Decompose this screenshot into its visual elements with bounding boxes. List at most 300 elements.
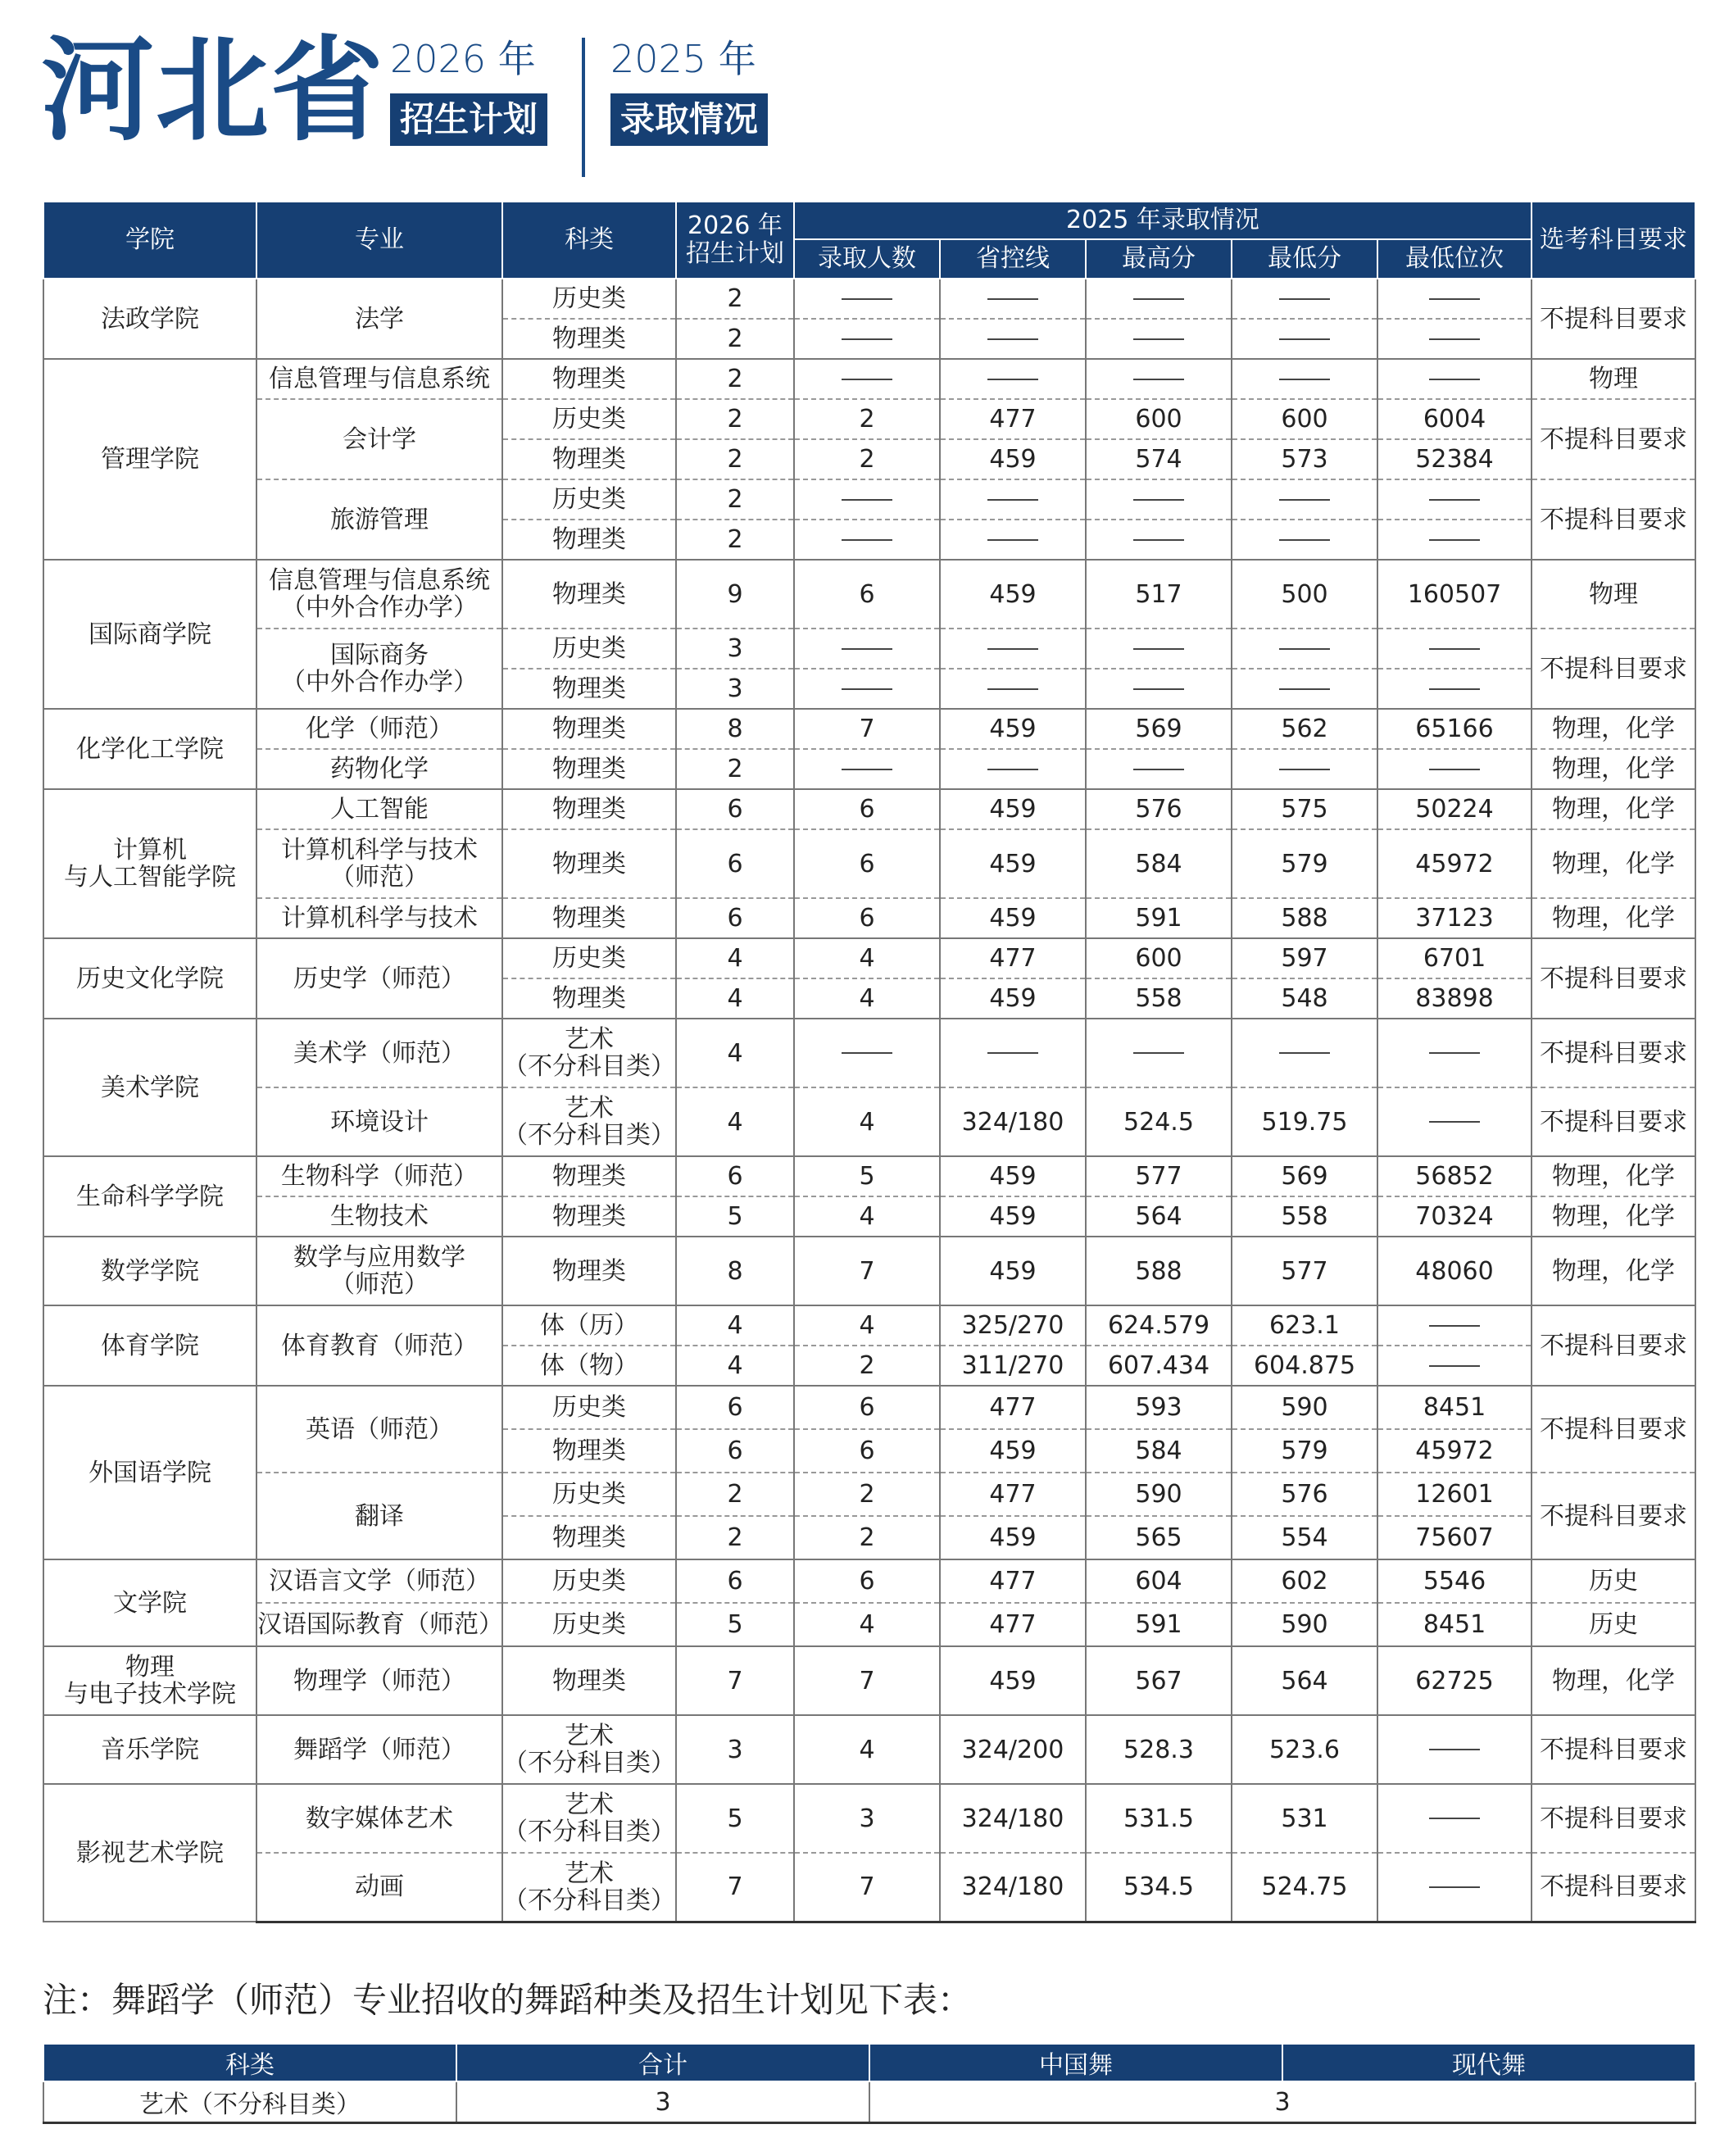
- cell-line: 物理: [125, 1653, 175, 1682]
- cell-min-score: 573: [1232, 439, 1377, 479]
- cell-line: （不分科目类）: [503, 1886, 675, 1915]
- cell-max-score: 576: [1086, 789, 1232, 829]
- header-admission-group: 2025 年录取情况: [794, 202, 1532, 239]
- cell-subject-requirement: 不提科目要求: [1532, 1087, 1695, 1156]
- cell-max-score: 564: [1086, 1196, 1232, 1237]
- cell-min-rank: [1377, 319, 1532, 359]
- cell-plan-2026: 5: [676, 1196, 794, 1237]
- table-row: [43, 749, 1695, 789]
- sub-header-category: 科类: [43, 2044, 456, 2081]
- cell-category: 物理类: [502, 319, 676, 359]
- table-row: [43, 629, 1695, 669]
- page-header: [41, 25, 942, 161]
- cell-admitted: [794, 629, 940, 669]
- cell-category: 物理类: [502, 1646, 676, 1715]
- plan-tag: 招生计划: [390, 93, 547, 146]
- cell-college: 美术学院: [43, 1019, 256, 1156]
- cell-category: 历史类: [502, 479, 676, 520]
- cell-category: 物理类: [502, 560, 676, 629]
- cell-min-rank: [1377, 1784, 1532, 1853]
- cell-category: 历史类: [502, 1559, 676, 1603]
- cell-major: 生物技术: [256, 1196, 502, 1237]
- cell-major: [256, 560, 502, 629]
- cell-major: 信息管理与信息系统: [256, 359, 502, 399]
- cell-min-score: [1232, 359, 1377, 399]
- cell-category: [502, 1715, 676, 1784]
- cell-category: 物理类: [502, 1196, 676, 1237]
- cell-subject-requirement: 物理，化学: [1532, 1237, 1695, 1305]
- table-row: [43, 479, 1695, 520]
- cell-admitted: 6: [794, 829, 940, 898]
- cell-max-score: 574: [1086, 439, 1232, 479]
- cell-major: 汉语国际教育（师范）: [256, 1603, 502, 1646]
- cell-major: 人工智能: [256, 789, 502, 829]
- cell-major: 旅游管理: [256, 479, 502, 560]
- cell-min-rank: 65166: [1377, 709, 1532, 749]
- cell-admitted: 2: [794, 439, 940, 479]
- cell-major: 药物化学: [256, 749, 502, 789]
- cell-admitted: [794, 279, 940, 319]
- cell-subject-requirement: 不提科目要求: [1532, 1019, 1695, 1087]
- cell-control-line: [940, 279, 1086, 319]
- cell-line: （师范）: [330, 1270, 429, 1299]
- cell-line: （中外合作办学）: [281, 668, 478, 697]
- cell-min-score: 597: [1232, 938, 1377, 978]
- cell-plan-2026: 2: [676, 479, 794, 520]
- cell-major: 英语（师范）: [256, 1386, 502, 1473]
- cell-max-score: 600: [1086, 938, 1232, 978]
- table-row: [43, 1196, 1695, 1237]
- cell-min-rank: [1377, 629, 1532, 669]
- cell-min-rank: 12601: [1377, 1473, 1532, 1516]
- cell-admitted: 4: [794, 1305, 940, 1346]
- cell-control-line: 459: [940, 1196, 1086, 1237]
- table-row: [43, 829, 1695, 898]
- cell-min-score: 602: [1232, 1559, 1377, 1603]
- cell-plan-2026: 3: [676, 629, 794, 669]
- plan-year: 2026 年: [390, 37, 536, 81]
- header-min-score: 最低分: [1232, 239, 1377, 279]
- cell-max-score: 624.579: [1086, 1305, 1232, 1346]
- table-row: [43, 279, 1695, 319]
- cell-max-score: 590: [1086, 1473, 1232, 1516]
- cell-major: 翻译: [256, 1473, 502, 1559]
- cell-max-score: 569: [1086, 709, 1232, 749]
- cell-control-line: 459: [940, 1516, 1086, 1559]
- cell-line: （中外合作办学）: [281, 593, 478, 622]
- cell-plan-2026: 2: [676, 279, 794, 319]
- cell-admitted: [794, 1019, 940, 1087]
- cell-control-line: [940, 669, 1086, 709]
- cell-min-score: 569: [1232, 1156, 1377, 1196]
- table-row: [43, 1715, 1695, 1784]
- cell-major: 生物科学（师范）: [256, 1156, 502, 1196]
- cell-control-line: 459: [940, 560, 1086, 629]
- cell-plan-2026: 6: [676, 1559, 794, 1603]
- cell-max-score: [1086, 1019, 1232, 1087]
- cell-college: 体育学院: [43, 1305, 256, 1386]
- cell-min-score: 523.6: [1232, 1715, 1377, 1784]
- cell-control-line: 324/200: [940, 1715, 1086, 1784]
- cell-min-rank: 160507: [1377, 560, 1532, 629]
- cell-admitted: 7: [794, 1646, 940, 1715]
- cell-plan-2026: 4: [676, 1087, 794, 1156]
- table-row: [43, 1853, 1695, 1922]
- cell-line: 信息管理与信息系统: [269, 566, 490, 595]
- cell-control-line: [940, 319, 1086, 359]
- cell-category: 物理类: [502, 789, 676, 829]
- cell-control-line: 459: [940, 439, 1086, 479]
- header-max-score: 最高分: [1086, 239, 1232, 279]
- cell-major: [256, 829, 502, 898]
- cell-admitted: 7: [794, 709, 940, 749]
- cell-major: 会计学: [256, 399, 502, 479]
- cell-max-score: 591: [1086, 1603, 1232, 1646]
- dance-plan-table: [43, 2043, 1696, 2124]
- cell-min-score: 623.1: [1232, 1305, 1377, 1346]
- cell-line: （不分科目类）: [503, 1052, 675, 1081]
- cell-max-score: 591: [1086, 898, 1232, 938]
- cell-category: 物理类: [502, 709, 676, 749]
- cell-admitted: [794, 749, 940, 789]
- cell-plan-2026: 4: [676, 938, 794, 978]
- header-plan-line2: 招生计划: [686, 239, 784, 268]
- cell-plan-2026: 6: [676, 1156, 794, 1196]
- cell-max-score: 524.5: [1086, 1087, 1232, 1156]
- cell-plan-2026: 2: [676, 749, 794, 789]
- cell-plan-2026: 4: [676, 1305, 794, 1346]
- cell-admitted: 2: [794, 1346, 940, 1386]
- cell-subject-requirement: 物理，化学: [1532, 1196, 1695, 1237]
- cell-min-rank: 8451: [1377, 1386, 1532, 1429]
- cell-line: 艺术: [565, 1791, 614, 1819]
- cell-min-score: [1232, 1019, 1377, 1087]
- table-row: [43, 938, 1695, 978]
- cell-subject-requirement: 物理: [1532, 560, 1695, 629]
- cell-min-rank: 83898: [1377, 978, 1532, 1019]
- cell-max-score: 588: [1086, 1237, 1232, 1305]
- cell-max-score: [1086, 479, 1232, 520]
- page-title: 河北省: [41, 25, 386, 157]
- cell-subject-requirement: 不提科目要求: [1532, 1853, 1695, 1922]
- cell-min-score: 590: [1232, 1603, 1377, 1646]
- cell-category: [502, 1853, 676, 1922]
- cell-category: 体（历）: [502, 1305, 676, 1346]
- table-row: [43, 1019, 1695, 1087]
- cell-min-score: 531: [1232, 1784, 1377, 1853]
- cell-plan-2026: 2: [676, 520, 794, 560]
- cell-plan-2026: 2: [676, 1516, 794, 1559]
- cell-min-score: 588: [1232, 898, 1377, 938]
- cell-min-rank: 6004: [1377, 399, 1532, 439]
- cell-min-rank: 6701: [1377, 938, 1532, 978]
- cell-min-score: 604.875: [1232, 1346, 1377, 1386]
- table-row: [43, 898, 1695, 938]
- cell-plan-2026: 2: [676, 319, 794, 359]
- cell-min-rank: 45972: [1377, 829, 1532, 898]
- cell-major: [256, 1237, 502, 1305]
- cell-min-rank: 5546: [1377, 1559, 1532, 1603]
- cell-max-score: [1086, 669, 1232, 709]
- sub-header-modern-dance: 现代舞: [1282, 2044, 1695, 2081]
- cell-admitted: 6: [794, 1386, 940, 1429]
- cell-admitted: 2: [794, 1516, 940, 1559]
- cell-control-line: 477: [940, 1386, 1086, 1429]
- cell-max-score: [1086, 359, 1232, 399]
- cell-plan-2026: 6: [676, 898, 794, 938]
- cell-max-score: 528.3: [1086, 1715, 1232, 1784]
- cell-category: 历史类: [502, 1473, 676, 1516]
- cell-control-line: 324/180: [940, 1853, 1086, 1922]
- cell-major: 体育教育（师范）: [256, 1305, 502, 1386]
- cell-min-score: 519.75: [1232, 1087, 1377, 1156]
- cell-major: 计算机科学与技术: [256, 898, 502, 938]
- cell-control-line: 459: [940, 1429, 1086, 1473]
- cell-line: 艺术: [565, 1722, 614, 1750]
- cell-plan-2026: 2: [676, 359, 794, 399]
- cell-control-line: [940, 520, 1086, 560]
- cell-max-score: 517: [1086, 560, 1232, 629]
- plan-heading: [390, 34, 547, 146]
- cell-admitted: 4: [794, 1087, 940, 1156]
- table-row: [43, 1473, 1695, 1516]
- cell-max-score: 534.5: [1086, 1853, 1232, 1922]
- cell-subject-requirement: 物理，化学: [1532, 749, 1695, 789]
- header-divider: [582, 38, 585, 177]
- cell-admitted: [794, 359, 940, 399]
- cell-college: 生命科学学院: [43, 1156, 256, 1237]
- cell-subject-requirement: 不提科目要求: [1532, 629, 1695, 709]
- cell-category: 物理类: [502, 1156, 676, 1196]
- cell-college: 数学学院: [43, 1237, 256, 1305]
- cell-subject-requirement: 历史: [1532, 1559, 1695, 1603]
- cell-subject-requirement: 不提科目要求: [1532, 1715, 1695, 1784]
- cell-admitted: 4: [794, 1715, 940, 1784]
- cell-min-rank: [1377, 669, 1532, 709]
- cell-college: 化学化工学院: [43, 709, 256, 789]
- cell-plan-2026: 2: [676, 1473, 794, 1516]
- cell-control-line: 325/270: [940, 1305, 1086, 1346]
- cell-min-score: 562: [1232, 709, 1377, 749]
- cell-college: 历史文化学院: [43, 938, 256, 1019]
- cell-min-rank: 45972: [1377, 1429, 1532, 1473]
- cell-category: 物理类: [502, 898, 676, 938]
- cell-plan-2026: 8: [676, 1237, 794, 1305]
- table-row: [43, 359, 1695, 399]
- cell-control-line: 459: [940, 978, 1086, 1019]
- cell-subject-requirement: 不提科目要求: [1532, 1473, 1695, 1559]
- cell-category: [502, 1019, 676, 1087]
- cell-admitted: 7: [794, 1853, 940, 1922]
- cell-category: 物理类: [502, 978, 676, 1019]
- cell-min-rank: 50224: [1377, 789, 1532, 829]
- header-plan-line1: 2026 年: [688, 211, 783, 240]
- sub-cell-category: 艺术（不分科目类）: [43, 2081, 456, 2123]
- table-row: [43, 1305, 1695, 1346]
- header-subject-requirement: 选考科目要求: [1532, 202, 1695, 279]
- cell-category: [502, 1784, 676, 1853]
- cell-min-rank: 37123: [1377, 898, 1532, 938]
- cell-subject-requirement: 不提科目要求: [1532, 399, 1695, 479]
- cell-subject-requirement: 不提科目要求: [1532, 279, 1695, 359]
- cell-admitted: 4: [794, 1603, 940, 1646]
- cell-subject-requirement: 历史: [1532, 1603, 1695, 1646]
- cell-min-score: [1232, 520, 1377, 560]
- cell-min-rank: 70324: [1377, 1196, 1532, 1237]
- footnote: 注：舞蹈学（师范）专业招收的舞蹈种类及招生计划见下表：: [43, 1980, 973, 2020]
- cell-min-rank: 52384: [1377, 439, 1532, 479]
- cell-control-line: 459: [940, 709, 1086, 749]
- cell-line: （不分科目类）: [503, 1121, 675, 1150]
- cell-min-rank: [1377, 1715, 1532, 1784]
- cell-min-score: 558: [1232, 1196, 1377, 1237]
- cell-min-score: [1232, 629, 1377, 669]
- sub-header-total: 合计: [456, 2044, 869, 2081]
- table-row: [43, 1603, 1695, 1646]
- cell-min-score: [1232, 319, 1377, 359]
- cell-major: 美术学（师范）: [256, 1019, 502, 1087]
- table-row: [43, 1784, 1695, 1853]
- cell-category: 物理类: [502, 1237, 676, 1305]
- cell-line: 艺术: [565, 1859, 614, 1888]
- cell-control-line: [940, 1019, 1086, 1087]
- cell-min-rank: [1377, 1853, 1532, 1922]
- cell-line: 艺术: [565, 1094, 614, 1123]
- header-min-rank: 最低位次: [1377, 239, 1532, 279]
- cell-major: 汉语言文学（师范）: [256, 1559, 502, 1603]
- cell-category: 历史类: [502, 1386, 676, 1429]
- cell-category: 物理类: [502, 1429, 676, 1473]
- cell-subject-requirement: 物理，化学: [1532, 789, 1695, 829]
- header-admitted: 录取人数: [794, 239, 940, 279]
- cell-college: 国际商学院: [43, 560, 256, 709]
- cell-min-rank: [1377, 520, 1532, 560]
- cell-admitted: 6: [794, 898, 940, 938]
- cell-plan-2026: 5: [676, 1784, 794, 1853]
- cell-line: 艺术: [565, 1025, 614, 1054]
- cell-min-rank: [1377, 279, 1532, 319]
- cell-max-score: 593: [1086, 1386, 1232, 1429]
- cell-category: 历史类: [502, 938, 676, 978]
- header-control-line: 省控线: [940, 239, 1086, 279]
- cell-max-score: [1086, 319, 1232, 359]
- cell-category: 物理类: [502, 1516, 676, 1559]
- cell-major: 环境设计: [256, 1087, 502, 1156]
- cell-min-score: 564: [1232, 1646, 1377, 1715]
- cell-max-score: 600: [1086, 399, 1232, 439]
- cell-line: 计算机科学与技术: [281, 836, 478, 865]
- table-row: [43, 399, 1695, 439]
- cell-min-rank: 75607: [1377, 1516, 1532, 1559]
- table-row: [43, 1087, 1695, 1156]
- cell-min-rank: 8451: [1377, 1603, 1532, 1646]
- cell-admitted: 3: [794, 1784, 940, 1853]
- cell-plan-2026: 4: [676, 978, 794, 1019]
- cell-subject-requirement: 不提科目要求: [1532, 1386, 1695, 1473]
- cell-min-score: 554: [1232, 1516, 1377, 1559]
- cell-max-score: [1086, 629, 1232, 669]
- cell-control-line: 459: [940, 898, 1086, 938]
- cell-min-score: 575: [1232, 789, 1377, 829]
- cell-control-line: 459: [940, 1156, 1086, 1196]
- cell-major: 舞蹈学（师范）: [256, 1715, 502, 1784]
- cell-category: 物理类: [502, 359, 676, 399]
- cell-plan-2026: 6: [676, 1386, 794, 1429]
- cell-college: 影视艺术学院: [43, 1784, 256, 1922]
- cell-subject-requirement: 物理，化学: [1532, 1646, 1695, 1715]
- cell-max-score: [1086, 520, 1232, 560]
- cell-control-line: [940, 629, 1086, 669]
- cell-control-line: 477: [940, 938, 1086, 978]
- cell-subject-requirement: 物理，化学: [1532, 1156, 1695, 1196]
- cell-subject-requirement: 物理，化学: [1532, 829, 1695, 898]
- table-row: [43, 1646, 1695, 1715]
- cell-min-score: 579: [1232, 1429, 1377, 1473]
- cell-major: 数字媒体艺术: [256, 1784, 502, 1853]
- cell-line: 国际商务: [330, 641, 429, 669]
- cell-line: 与人工智能学院: [64, 863, 236, 892]
- cell-category: 物理类: [502, 439, 676, 479]
- cell-max-score: 531.5: [1086, 1784, 1232, 1853]
- cell-control-line: 477: [940, 1559, 1086, 1603]
- cell-line: 与电子技术学院: [64, 1680, 236, 1709]
- cell-college: 法政学院: [43, 279, 256, 359]
- cell-control-line: [940, 749, 1086, 789]
- header-college: 学院: [43, 202, 256, 279]
- sub-cell-total: 3: [456, 2081, 869, 2123]
- cell-max-score: 584: [1086, 1429, 1232, 1473]
- table-row: [43, 709, 1695, 749]
- header-category: 科类: [502, 202, 676, 279]
- cell-control-line: 477: [940, 1473, 1086, 1516]
- cell-plan-2026: 6: [676, 829, 794, 898]
- cell-min-score: 576: [1232, 1473, 1377, 1516]
- cell-max-score: 565: [1086, 1516, 1232, 1559]
- admission-tag: 录取情况: [610, 93, 768, 146]
- cell-admitted: [794, 479, 940, 520]
- cell-min-rank: [1377, 1346, 1532, 1386]
- cell-subject-requirement: 物理: [1532, 359, 1695, 399]
- cell-min-rank: [1377, 359, 1532, 399]
- cell-category: [502, 1087, 676, 1156]
- admission-year: 2025 年: [610, 37, 756, 81]
- cell-category: 体（物）: [502, 1346, 676, 1386]
- cell-min-rank: [1377, 479, 1532, 520]
- cell-category: 历史类: [502, 1603, 676, 1646]
- cell-admitted: 6: [794, 789, 940, 829]
- cell-max-score: 604: [1086, 1559, 1232, 1603]
- cell-min-score: 600: [1232, 399, 1377, 439]
- cell-max-score: 567: [1086, 1646, 1232, 1715]
- cell-min-rank: [1377, 749, 1532, 789]
- cell-control-line: 477: [940, 399, 1086, 439]
- cell-control-line: 459: [940, 829, 1086, 898]
- cell-line: （师范）: [330, 863, 429, 892]
- cell-college: 管理学院: [43, 359, 256, 560]
- cell-plan-2026: 7: [676, 1853, 794, 1922]
- cell-min-rank: 48060: [1377, 1237, 1532, 1305]
- cell-min-score: [1232, 279, 1377, 319]
- cell-subject-requirement: 物理，化学: [1532, 898, 1695, 938]
- sub-header-chinese-dance: 中国舞: [869, 2044, 1282, 2081]
- table-row: [43, 1386, 1695, 1429]
- cell-plan-2026: 4: [676, 1346, 794, 1386]
- cell-plan-2026: 2: [676, 439, 794, 479]
- cell-min-score: 548: [1232, 978, 1377, 1019]
- cell-subject-requirement: 不提科目要求: [1532, 1784, 1695, 1853]
- cell-category: 历史类: [502, 279, 676, 319]
- cell-max-score: 558: [1086, 978, 1232, 1019]
